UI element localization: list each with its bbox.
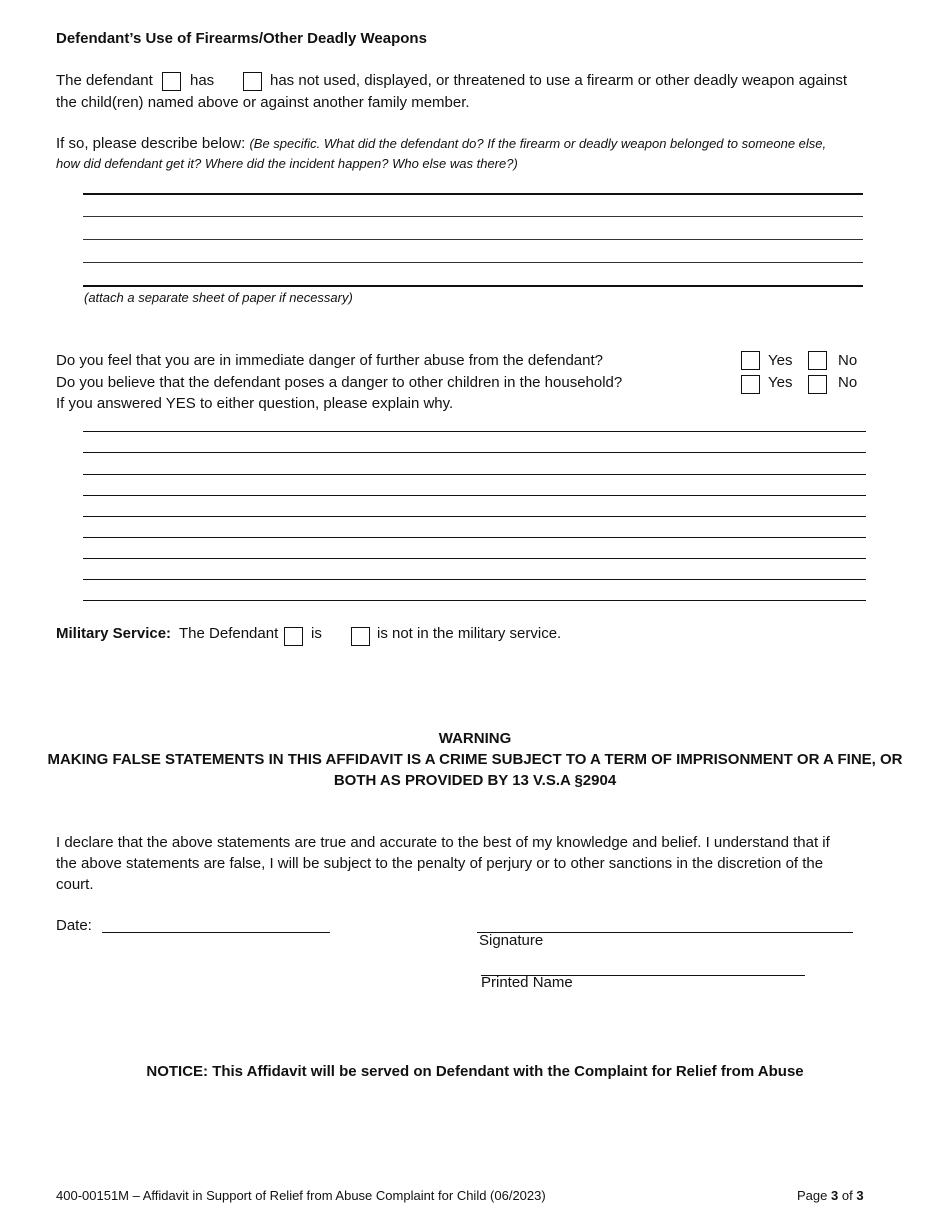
describe-label: If so, please describe below:	[56, 135, 246, 152]
declaration-line-1: I declare that the above statements are true and accurate to the best of my knowledge and belief. I understand that if	[56, 834, 830, 851]
q2-no-label: No	[838, 374, 858, 391]
page-number	[797, 1188, 864, 1203]
checkbox-q2-yes[interactable]	[741, 375, 760, 394]
explain-line[interactable]	[83, 452, 866, 453]
describe-line[interactable]	[83, 285, 863, 287]
checkbox-has-used[interactable]	[162, 72, 181, 91]
military-label: Military Service:	[56, 625, 172, 642]
notice: NOTICE: This Affidavit will be served on Defendant with the Complaint for Relief from Abuse	[146, 1063, 804, 1080]
checkbox-q1-no[interactable]	[808, 351, 827, 370]
describe-line[interactable]	[83, 193, 863, 195]
explain-line[interactable]	[83, 516, 866, 517]
firearms-line1-suffix: has not used, displayed, or threatened to use a firearm or other deadly weapon against	[270, 72, 848, 89]
describe-line[interactable]	[83, 262, 863, 263]
footer-form-id: 400-00151M – Affidavit in Support of Relief from Abuse Complaint for Child (06/2023)	[56, 1188, 546, 1203]
date-field[interactable]	[102, 932, 330, 933]
describe-hint-2: how did defendant get it? Where did the incident happen? Who else was there?)	[56, 156, 518, 171]
checkbox-q2-no[interactable]	[808, 375, 827, 394]
q1-no-label: No	[838, 352, 858, 369]
warning-line-2: BOTH AS PROVIDED BY 13 V.S.A §2904	[333, 772, 617, 789]
explain-line[interactable]	[83, 579, 866, 580]
q1-yes-label: Yes	[768, 352, 793, 369]
explain-line[interactable]	[83, 474, 866, 475]
printed-name-label: Printed Name	[481, 974, 573, 991]
danger-question-1: Do you feel that you are in immediate danger of further abuse from the defendant?	[56, 352, 604, 369]
danger-question-2: Do you believe that the defendant poses a danger to other children in the household?	[56, 374, 623, 391]
checkbox-has-not-used[interactable]	[243, 72, 262, 91]
describe-hint-1: (Be specific. What did the defendant do? If the firearm or deadly weapon belonged to someone else,	[249, 136, 827, 151]
signature-label: Signature	[479, 932, 544, 949]
section-heading-firearms: Defendant’s Use of Firearms/Other Deadly Weapons	[56, 30, 427, 47]
page-current: 3	[831, 1188, 839, 1203]
explain-line[interactable]	[83, 495, 866, 496]
q2-yes-label: Yes	[768, 374, 793, 391]
warning-line-1: MAKING FALSE STATEMENTS IN THIS AFFIDAVIT IS A CRIME SUBJECT TO A TERM OF IMPRISONMENT OR A FINE, OR	[47, 751, 903, 768]
page-word: Page	[797, 1188, 828, 1203]
explain-line[interactable]	[83, 558, 866, 559]
firearms-line1-prefix: The defendant	[56, 72, 153, 89]
date-label: Date:	[56, 917, 92, 934]
military-is-not-label: is not in the military service.	[377, 625, 562, 642]
declaration-line-2: the above statements are false, I will be subject to the penalty of perjury or to other sanctions in the discretion of the	[56, 855, 824, 872]
explain-line[interactable]	[83, 537, 866, 538]
explain-line[interactable]	[83, 600, 866, 601]
page-of: of	[841, 1188, 853, 1203]
describe-line[interactable]	[83, 239, 863, 240]
attach-note: (attach a separate sheet of paper if necessary)	[84, 290, 353, 305]
describe-line[interactable]	[83, 216, 863, 217]
checkbox-military-is[interactable]	[284, 627, 303, 646]
military-text-prefix: The Defendant	[179, 625, 279, 642]
checkbox-military-is-not[interactable]	[351, 627, 370, 646]
page-total: 3	[856, 1188, 864, 1203]
firearms-line2: the child(ren) named above or against another family member.	[56, 94, 470, 111]
checkbox-q1-yes[interactable]	[741, 351, 760, 370]
military-is-label: is	[311, 625, 322, 642]
explain-line[interactable]	[83, 431, 866, 432]
warning-title: WARNING	[438, 730, 512, 747]
option-has-label: has	[190, 72, 215, 89]
explain-prompt: If you answered YES to either question, please explain why.	[56, 395, 454, 412]
declaration-line-3: court.	[56, 876, 94, 893]
